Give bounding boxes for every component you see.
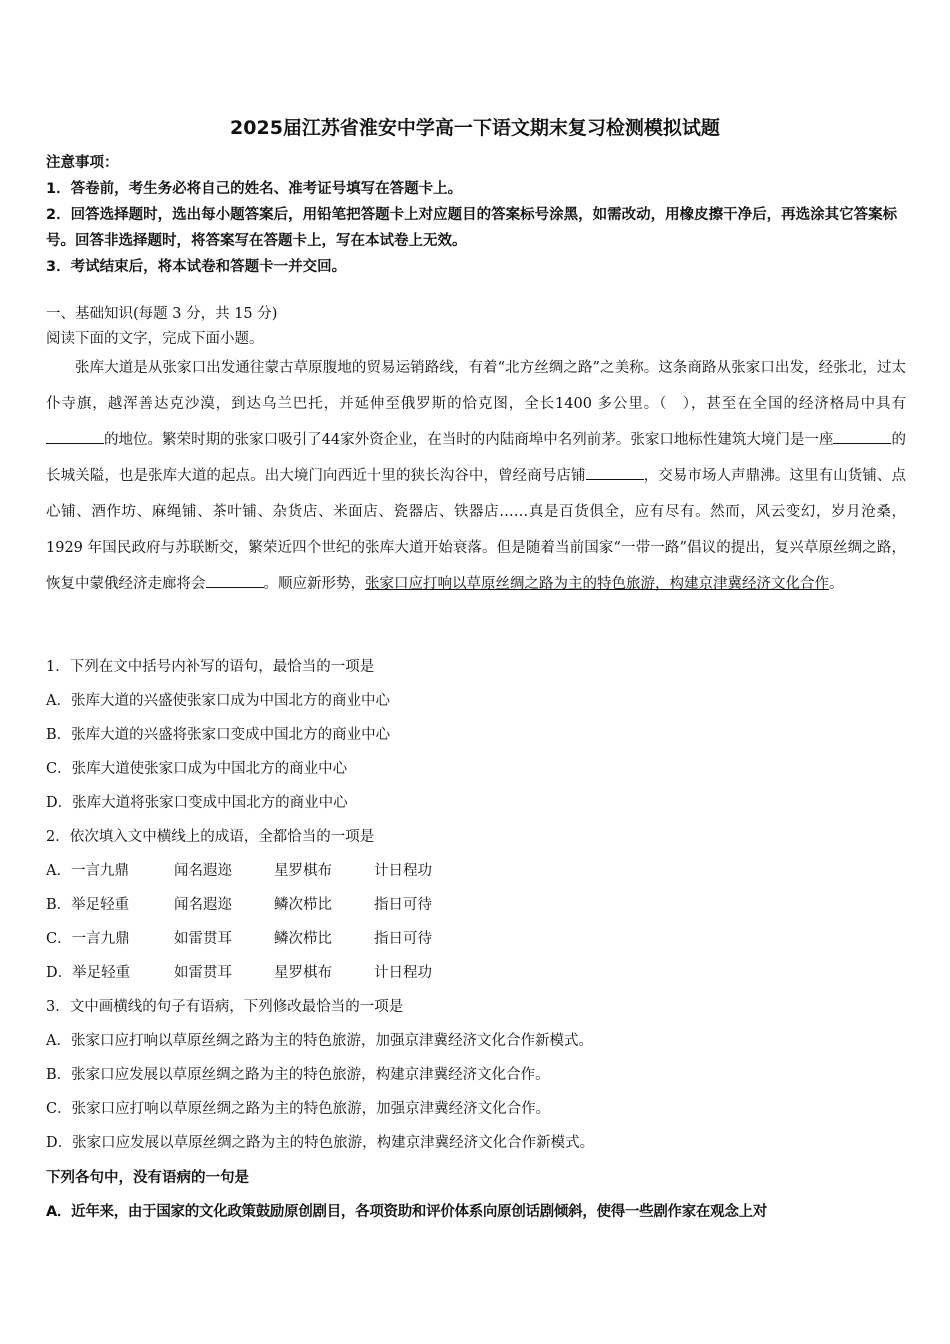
q2-d-1: D．举足轻重 — [46, 965, 131, 981]
q2-option-a — [46, 859, 908, 880]
passage-part-5: 。顺应新形势， — [263, 576, 365, 592]
reading-passage — [46, 350, 906, 602]
q1-stem: 1．下列在文中括号内补写的语句，最恰当的一项是 — [46, 659, 375, 675]
underlined-sentence: 张家口应打响以草原丝绸之路为主的特色旅游，构建京津冀经济文化合作 — [365, 576, 829, 592]
q3-option-c: C．张家口应打响以草原丝绸之路为主的特色旅游，加强京津冀经济文化合作。 — [46, 1101, 551, 1117]
q1-option-b: B．张库大道的兴盛将张家口变成中国北方的商业中心 — [46, 727, 391, 743]
passage-part-1: 张库大道是从张家口出发通往蒙古草原腹地的贸易运销路线，有着“北方丝绸之路”之美称。这条商路从张家口出发，经张北，过太仆寺旗，越浑善达克沙漠，到达乌兰巴托，并延伸至俄罗斯的恰克图，全长1400 多公里。（ ），甚至在全国的经济格局中具有 — [46, 360, 906, 412]
section-heading: 一、基础知识(每题 3 分，共 15 分) — [46, 306, 278, 322]
blank-2 — [833, 429, 891, 444]
section-instruction: 阅读下面的文字，完成下面小题。 — [46, 331, 264, 347]
passage-part-4: ，交易市场人声鼎沸。这里有山货铺、点心铺、酒作坊、麻绳铺、茶叶铺、杂货店、米面店、瓷器店、铁器店……真是百货俱全，应有尽有。然而，风云变幻，岁月沧桑，1929 年国民政府与苏联断交，繁荣近四个世纪的张库大道开始衰落。但是随着当前国家“一带一路”倡议的提出，复兴草原丝绸之路，恢复中蒙俄经济走廊将会 — [46, 468, 907, 592]
q3-option-d: D．张家口应发展以草原丝绸之路为主的特色旅游，构建京津冀经济文化合作新模式。 — [46, 1135, 595, 1151]
q2-b-4: 指日可待 — [374, 897, 432, 913]
q3-option-a: A．张家口应打响以草原丝绸之路为主的特色旅游，加强京津冀经济文化合作新模式。 — [46, 1033, 593, 1049]
q2-stem: 2．依次填入文中横线上的成语，全都恰当的一项是 — [46, 829, 375, 845]
q3-stem: 3．文中画横线的句子有语病，下列修改最恰当的一项是 — [46, 999, 404, 1015]
q2-option-c — [46, 927, 908, 948]
blank-4 — [206, 573, 264, 588]
blank-1 — [46, 429, 104, 444]
q3-option-b: B．张家口应发展以草原丝绸之路为主的特色旅游，构建京津冀经济文化合作。 — [46, 1067, 550, 1083]
passage-part-6: 。 — [829, 576, 844, 592]
notice-item-3: 3．考试结束后，将本试卷和答题卡一并交回。 — [46, 259, 347, 275]
notice-item-1: 1．答卷前，考生务必将自己的姓名、准考证号填写在答题卡上。 — [46, 181, 463, 197]
q4-stem: 下列各句中，没有语病的一句是 — [46, 1170, 249, 1186]
q2-c-3: 鳞次栉比 — [274, 931, 332, 947]
notice-item-2: 2．回答选择题时，选出每小题答案后，用铅笔把答题卡上对应题目的答案标号涂黑，如需改动，用橡皮擦干净后，再选涂其它答案标号。回答非选择题时，将答案写在答题卡上，写在本试卷上无效。 — [46, 207, 898, 249]
q2-b-2: 闻名遐迩 — [174, 897, 232, 913]
passage-part-2: 的地位。繁荣时期的张家口吸引了44家外资企业，在当时的内陆商埠中名列前茅。张家口地标性建筑大境门是一座 — [104, 432, 834, 448]
q2-a-4: 计日程功 — [374, 863, 432, 879]
q2-d-2: 如雷贯耳 — [174, 965, 232, 981]
q2-option-b — [46, 893, 908, 914]
blank-3 — [586, 465, 644, 480]
q2-a-3: 星罗棋布 — [274, 863, 332, 879]
q2-a-2: 闻名遐迩 — [174, 863, 232, 879]
q1-option-c: C．张库大道使张家口成为中国北方的商业中心 — [46, 761, 348, 777]
q2-b-3: 鳞次栉比 — [274, 897, 332, 913]
q4-option-a: A．近年来，由于国家的文化政策鼓励原创剧目，各项资助和评价体系向原创话剧倾斜，使得一些剧作家在观念上对 — [46, 1204, 767, 1220]
notice-heading: 注意事项： — [46, 155, 119, 171]
exam-title: 2025届江苏省淮安中学高一下语文期末复习检测模拟试题 — [230, 117, 720, 139]
notice-block — [46, 150, 906, 280]
q2-a-1: A．一言九鼎 — [46, 863, 129, 879]
q2-c-4: 指日可待 — [374, 931, 432, 947]
q2-d-3: 星罗棋布 — [274, 965, 332, 981]
q2-c-2: 如雷贯耳 — [174, 931, 232, 947]
passage-part-3: 的长城关隘，也是张库大道的起点。出大境门向西近十里的狭长沟谷中，曾经商号店铺 — [46, 432, 906, 484]
q2-option-d — [46, 961, 908, 982]
q1-option-a: A．张库大道的兴盛使张家口成为中国北方的商业中心 — [46, 693, 390, 709]
q2-c-1: C．一言九鼎 — [46, 931, 130, 947]
q1-option-d: D．张库大道将张家口变成中国北方的商业中心 — [46, 795, 348, 811]
q2-b-1: B．举足轻重 — [46, 897, 130, 913]
q2-d-4: 计日程功 — [374, 965, 432, 981]
